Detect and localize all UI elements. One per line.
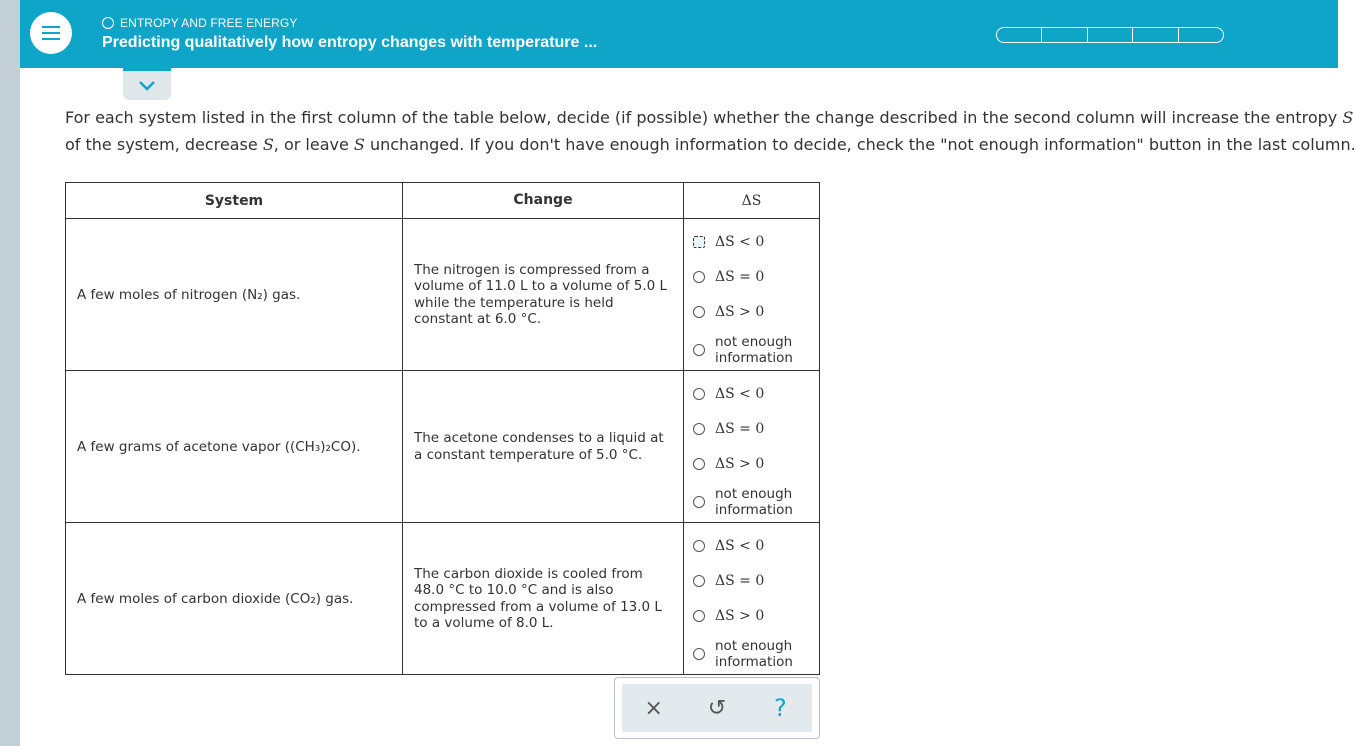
option-delta-s-positive[interactable]: ΔS > 0	[684, 447, 819, 482]
radio-button[interactable]	[693, 496, 705, 508]
option-delta-s-positive[interactable]: ΔS > 0	[684, 295, 819, 330]
radio-button[interactable]	[693, 540, 705, 552]
option-delta-s-negative[interactable]: ΔS < 0	[684, 224, 819, 259]
radio-button[interactable]	[693, 575, 705, 587]
instructions-line-1: For each system listed in the first column of the table below, decide (if possible) whether the change described in the second column will increase the entropy S	[65, 108, 1354, 127]
header-change: Change	[403, 183, 684, 219]
change-cell: The nitrogen is compressed from a volume of 11.0 L to a volume of 5.0 L while the temperature is held constant at 6.0 °C.	[403, 219, 684, 371]
hamburger-icon	[42, 26, 60, 28]
topic-circle-icon	[102, 17, 114, 29]
table-row	[66, 371, 820, 523]
radio-button[interactable]	[693, 423, 705, 435]
undo-icon: ↺	[707, 695, 727, 721]
menu-button[interactable]	[30, 12, 72, 54]
instructions-line-2: of the system, decrease S, or leave S unchanged. If you don't have enough information to decide, check the "not enough information" button in the last column.	[65, 135, 1356, 154]
clear-button[interactable]	[634, 688, 674, 728]
progress-segment	[1088, 28, 1133, 42]
change-cell: The acetone condenses to a liquid at a constant temperature of 5.0 °C.	[403, 371, 684, 523]
close-icon: ×	[644, 695, 663, 721]
delta-s-options	[684, 371, 820, 523]
help-icon: ?	[773, 694, 787, 722]
progress-segment	[1133, 28, 1178, 42]
option-delta-s-positive[interactable]: ΔS > 0	[684, 599, 819, 634]
page-title: Predicting qualitatively how entropy changes with temperature ...	[102, 34, 598, 51]
option-delta-s-zero[interactable]: ΔS = 0	[684, 259, 819, 294]
toolbar-inner	[622, 684, 812, 732]
radio-button[interactable]	[693, 344, 705, 356]
left-rail	[0, 0, 20, 746]
delta-s-options	[684, 523, 820, 675]
radio-button[interactable]	[693, 610, 705, 622]
header-delta-s: ΔS	[684, 183, 820, 219]
collapse-toggle[interactable]	[123, 68, 171, 100]
chevron-down-icon	[138, 80, 156, 92]
topic-text: ENTROPY AND FREE ENERGY	[120, 16, 298, 30]
instructions	[65, 104, 1356, 158]
system-cell: A few moles of nitrogen (N₂) gas.	[66, 219, 403, 371]
option-delta-s-negative[interactable]: ΔS < 0	[684, 376, 819, 411]
undo-button[interactable]	[697, 688, 737, 728]
progress-segment	[1042, 28, 1087, 42]
topic-label	[102, 16, 297, 30]
progress-bar	[996, 27, 1224, 43]
table-row	[66, 523, 820, 675]
help-button[interactable]	[760, 688, 800, 728]
progress-segment	[1179, 28, 1223, 42]
radio-button[interactable]	[693, 271, 705, 283]
radio-button[interactable]	[693, 458, 705, 470]
system-cell: A few grams of acetone vapor ((CH₃)₂CO).	[66, 371, 403, 523]
option-delta-s-zero[interactable]: ΔS = 0	[684, 563, 819, 598]
system-cell: A few moles of carbon dioxide (CO₂) gas.	[66, 523, 403, 675]
table-row	[66, 219, 820, 371]
answer-toolbar	[614, 677, 820, 739]
option-delta-s-negative[interactable]: ΔS < 0	[684, 528, 819, 563]
entropy-table	[65, 182, 820, 675]
radio-button[interactable]	[693, 388, 705, 400]
option-not-enough-info[interactable]: not enough information	[684, 482, 819, 522]
option-not-enough-info[interactable]: not enough information	[684, 634, 819, 674]
header-system: System	[66, 183, 403, 219]
radio-button[interactable]	[693, 236, 705, 248]
progress-segment	[997, 28, 1042, 42]
radio-button[interactable]	[693, 648, 705, 660]
option-delta-s-zero[interactable]: ΔS = 0	[684, 411, 819, 446]
option-not-enough-info[interactable]: not enough information	[684, 330, 819, 370]
table-header-row	[66, 183, 820, 219]
change-cell: The carbon dioxide is cooled from 48.0 °C to 10.0 °C and is also compressed from a volume of 13.0 L to a volume of 8.0 L.	[403, 523, 684, 675]
radio-button[interactable]	[693, 306, 705, 318]
delta-s-options	[684, 219, 820, 371]
